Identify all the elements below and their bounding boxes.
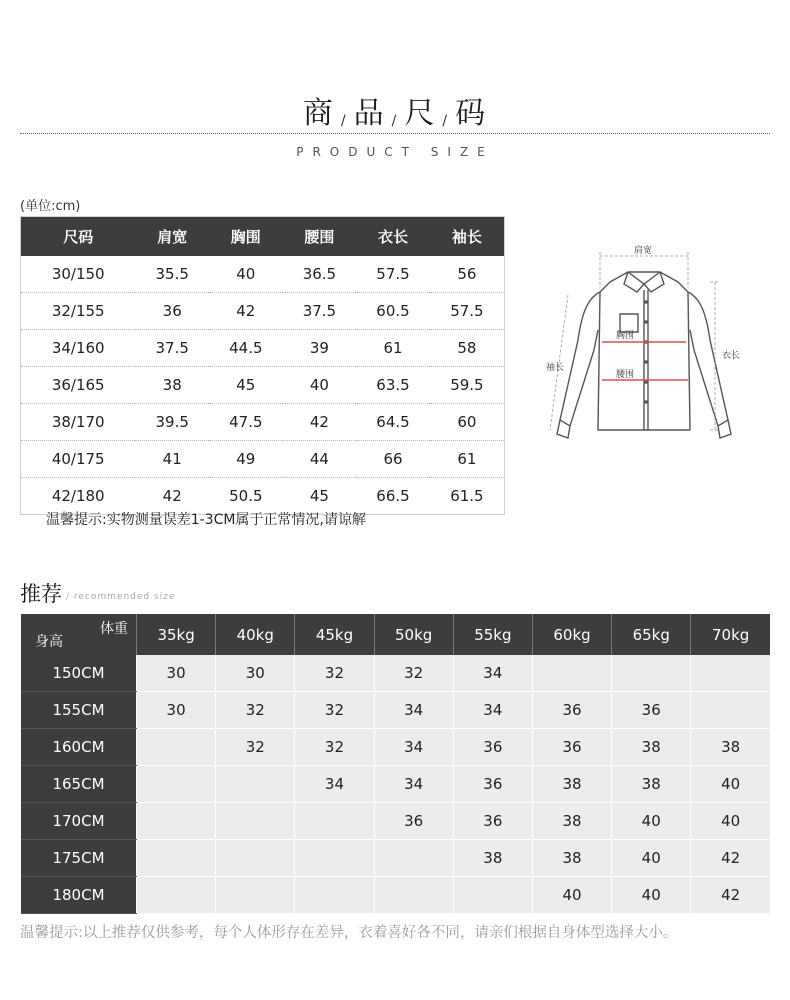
measurement-cell: 66.5 <box>376 487 410 505</box>
weight-header: 40kg <box>216 614 295 655</box>
chest-label: 胸围 <box>616 331 635 341</box>
measurement-cell: 49 <box>209 441 283 478</box>
recommended-size-cell <box>137 840 216 877</box>
measurement-cell: 47.5 <box>209 404 283 441</box>
recommended-size-cell <box>137 766 216 803</box>
recommended-size-cell <box>137 729 216 766</box>
size-cell: 34/160 <box>21 330 136 367</box>
table-row <box>21 293 505 330</box>
length-label: 衣长 <box>722 351 741 361</box>
recommend-table-header <box>21 614 770 655</box>
header-divider <box>20 133 770 134</box>
recommended-size-cell: 38 <box>532 840 611 877</box>
size-table <box>20 216 505 515</box>
recommended-size-cell: 40 <box>691 766 770 803</box>
recommended-size-cell <box>216 877 295 914</box>
recommended-size-cell: 38 <box>532 766 611 803</box>
table-row <box>21 803 770 840</box>
measurement-cell: 58 <box>430 330 505 367</box>
measurement-cell: 36 <box>135 293 209 330</box>
column-header: 胸围 <box>209 217 283 257</box>
height-header: 155CM <box>21 692 137 729</box>
table-row <box>21 404 505 441</box>
size-cell: 40/175 <box>21 441 136 478</box>
recommended-size-cell: 40 <box>612 840 691 877</box>
measurement-cell: 37.5 <box>283 293 357 330</box>
table-row <box>21 692 770 729</box>
recommended-size-cell <box>216 803 295 840</box>
measurement-cell: 40 <box>283 367 357 404</box>
height-header: 175CM <box>21 840 137 877</box>
shoulder-label: 肩宽 <box>634 246 653 256</box>
recommended-size-cell: 30 <box>137 655 216 692</box>
measurement-cell: 57.5 <box>356 256 430 293</box>
recommended-size-cell <box>137 803 216 840</box>
measurement-cell: 59.5 <box>430 367 505 404</box>
recommended-size-cell <box>374 840 453 877</box>
recommended-size-cell <box>532 655 611 692</box>
recommended-size-cell <box>691 655 770 692</box>
shirt-measurement-diagram <box>540 240 750 455</box>
recommended-size-cell: 36 <box>612 692 691 729</box>
waist-label: 腰围 <box>616 370 635 380</box>
table-row <box>21 729 770 766</box>
title-char: 商 <box>302 96 335 131</box>
recommended-size-cell: 38 <box>532 803 611 840</box>
column-header: 袖长 <box>430 217 505 257</box>
title-separator: / <box>442 113 450 129</box>
measurement-cell: 45 <box>309 487 329 505</box>
recommended-size-cell: 42 <box>691 877 770 914</box>
recommended-size-cell <box>216 840 295 877</box>
recommended-size-cell: 32 <box>216 692 295 729</box>
recommended-size-cell: 30 <box>216 655 295 692</box>
table-row <box>21 840 770 877</box>
measurement-cell: 39 <box>283 330 357 367</box>
size-cell: 38/170 <box>21 404 136 441</box>
recommended-size-cell <box>691 692 770 729</box>
recommended-size-cell: 34 <box>295 766 374 803</box>
recommended-size-cell: 40 <box>612 877 691 914</box>
recommended-size-cell: 34 <box>374 692 453 729</box>
recommended-size-cell: 32 <box>374 655 453 692</box>
page-subtitle: PRODUCT SIZE <box>296 145 494 159</box>
measurement-cell: 44.5 <box>209 330 283 367</box>
recommended-size-cell: 30 <box>137 692 216 729</box>
recommended-size-cell: 32 <box>295 729 374 766</box>
column-header: 肩宽 <box>135 217 209 257</box>
column-header: 尺码 <box>21 217 136 257</box>
title-char: 码 <box>455 96 488 131</box>
recommend-title: 推荐 <box>20 582 62 606</box>
weight-header: 35kg <box>137 614 216 655</box>
measurement-cell: 41 <box>135 441 209 478</box>
recommended-size-cell: 38 <box>612 766 691 803</box>
measurement-cell: 61 <box>430 441 505 478</box>
recommended-size-cell: 38 <box>691 729 770 766</box>
recommended-size-cell <box>295 877 374 914</box>
height-header: 165CM <box>21 766 137 803</box>
recommended-size-cell: 34 <box>453 692 532 729</box>
title-char: 尺 <box>404 96 437 131</box>
height-header: 170CM <box>21 803 137 840</box>
table-row <box>21 877 770 914</box>
recommend-note: 温馨提示:以上推荐仅供参考，每个人体形存在差异，衣着喜好各不同，请亲们根据自身体型选择大小。 <box>20 925 678 941</box>
recommended-size-cell: 36 <box>453 803 532 840</box>
title-separator: / <box>391 113 399 129</box>
measurement-cell: 45 <box>209 367 283 404</box>
column-header: 衣长 <box>356 217 430 257</box>
title-char: 品 <box>353 96 386 131</box>
weight-axis-label: 体重 <box>100 621 128 637</box>
column-header: 腰围 <box>283 217 357 257</box>
recommended-size-cell: 36 <box>453 729 532 766</box>
recommended-size-cell: 38 <box>612 729 691 766</box>
recommended-size-cell <box>453 877 532 914</box>
height-header: 180CM <box>21 877 137 914</box>
recommended-size-cell: 36 <box>453 766 532 803</box>
measurement-cell: 60.5 <box>356 293 430 330</box>
size-cell: 36/165 <box>21 367 136 404</box>
recommend-subtitle: / recommended size <box>66 592 176 602</box>
measurement-cell: 44 <box>283 441 357 478</box>
size-cell: 42/180 <box>51 487 105 505</box>
measurement-cell: 66 <box>356 441 430 478</box>
measurement-cell: 42 <box>283 404 357 441</box>
height-header: 150CM <box>21 655 137 692</box>
recommended-size-cell <box>295 840 374 877</box>
table-row <box>21 367 505 404</box>
measurement-cell: 57.5 <box>430 293 505 330</box>
height-axis-label: 身高 <box>35 634 63 650</box>
recommended-size-cell: 42 <box>691 840 770 877</box>
measurement-note: 温馨提示:实物测量误差1-3CM属于正常情况,请谅解 <box>46 512 366 528</box>
recommend-table <box>21 614 770 914</box>
size-cell: 32/155 <box>21 293 136 330</box>
measurement-cell: 37.5 <box>135 330 209 367</box>
measurement-cell: 42 <box>162 487 182 505</box>
recommended-size-cell: 40 <box>612 803 691 840</box>
recommended-size-cell: 34 <box>374 766 453 803</box>
corner-cell <box>21 614 137 655</box>
measurement-cell: 56 <box>430 256 505 293</box>
recommended-size-cell: 36 <box>374 803 453 840</box>
recommended-size-cell <box>295 803 374 840</box>
weight-header: 65kg <box>612 614 691 655</box>
recommended-size-cell: 32 <box>216 729 295 766</box>
measurement-cell: 64.5 <box>356 404 430 441</box>
measurement-cell: 61 <box>356 330 430 367</box>
recommended-size-cell <box>137 877 216 914</box>
recommended-size-cell: 36 <box>532 692 611 729</box>
recommended-size-cell: 34 <box>374 729 453 766</box>
recommended-size-cell <box>612 655 691 692</box>
recommended-size-cell: 32 <box>295 655 374 692</box>
page-title <box>0 88 790 132</box>
recommended-size-cell <box>216 766 295 803</box>
size-cell: 30/150 <box>21 256 136 293</box>
measurement-cell: 39.5 <box>135 404 209 441</box>
measurement-cell: 40 <box>209 256 283 293</box>
weight-header: 70kg <box>691 614 770 655</box>
weight-header: 50kg <box>374 614 453 655</box>
recommended-size-cell: 36 <box>532 729 611 766</box>
recommended-size-cell: 40 <box>532 877 611 914</box>
weight-header: 45kg <box>295 614 374 655</box>
recommended-size-cell: 32 <box>295 692 374 729</box>
weight-header: 55kg <box>453 614 532 655</box>
size-table-header <box>21 217 505 257</box>
measurement-cell: 35.5 <box>135 256 209 293</box>
table-row <box>21 766 770 803</box>
measurement-cell: 42 <box>209 293 283 330</box>
title-separator: / <box>340 113 348 129</box>
measurement-cell: 36.5 <box>283 256 357 293</box>
measurement-cell: 63.5 <box>356 367 430 404</box>
measurement-cell: 61.5 <box>450 487 484 505</box>
recommended-size-cell: 34 <box>453 655 532 692</box>
recommended-size-cell: 38 <box>453 840 532 877</box>
recommended-size-cell: 40 <box>691 803 770 840</box>
table-row <box>21 330 505 367</box>
measurement-cell: 50.5 <box>229 487 263 505</box>
unit-label: (单位:cm) <box>20 199 81 214</box>
weight-header: 60kg <box>532 614 611 655</box>
measurement-cell: 60 <box>430 404 505 441</box>
table-row <box>21 256 505 293</box>
sleeve-label: 袖长 <box>546 363 565 373</box>
table-row <box>21 655 770 692</box>
recommended-size-cell <box>374 877 453 914</box>
table-row <box>21 441 505 478</box>
height-header: 160CM <box>21 729 137 766</box>
measurement-cell: 38 <box>135 367 209 404</box>
